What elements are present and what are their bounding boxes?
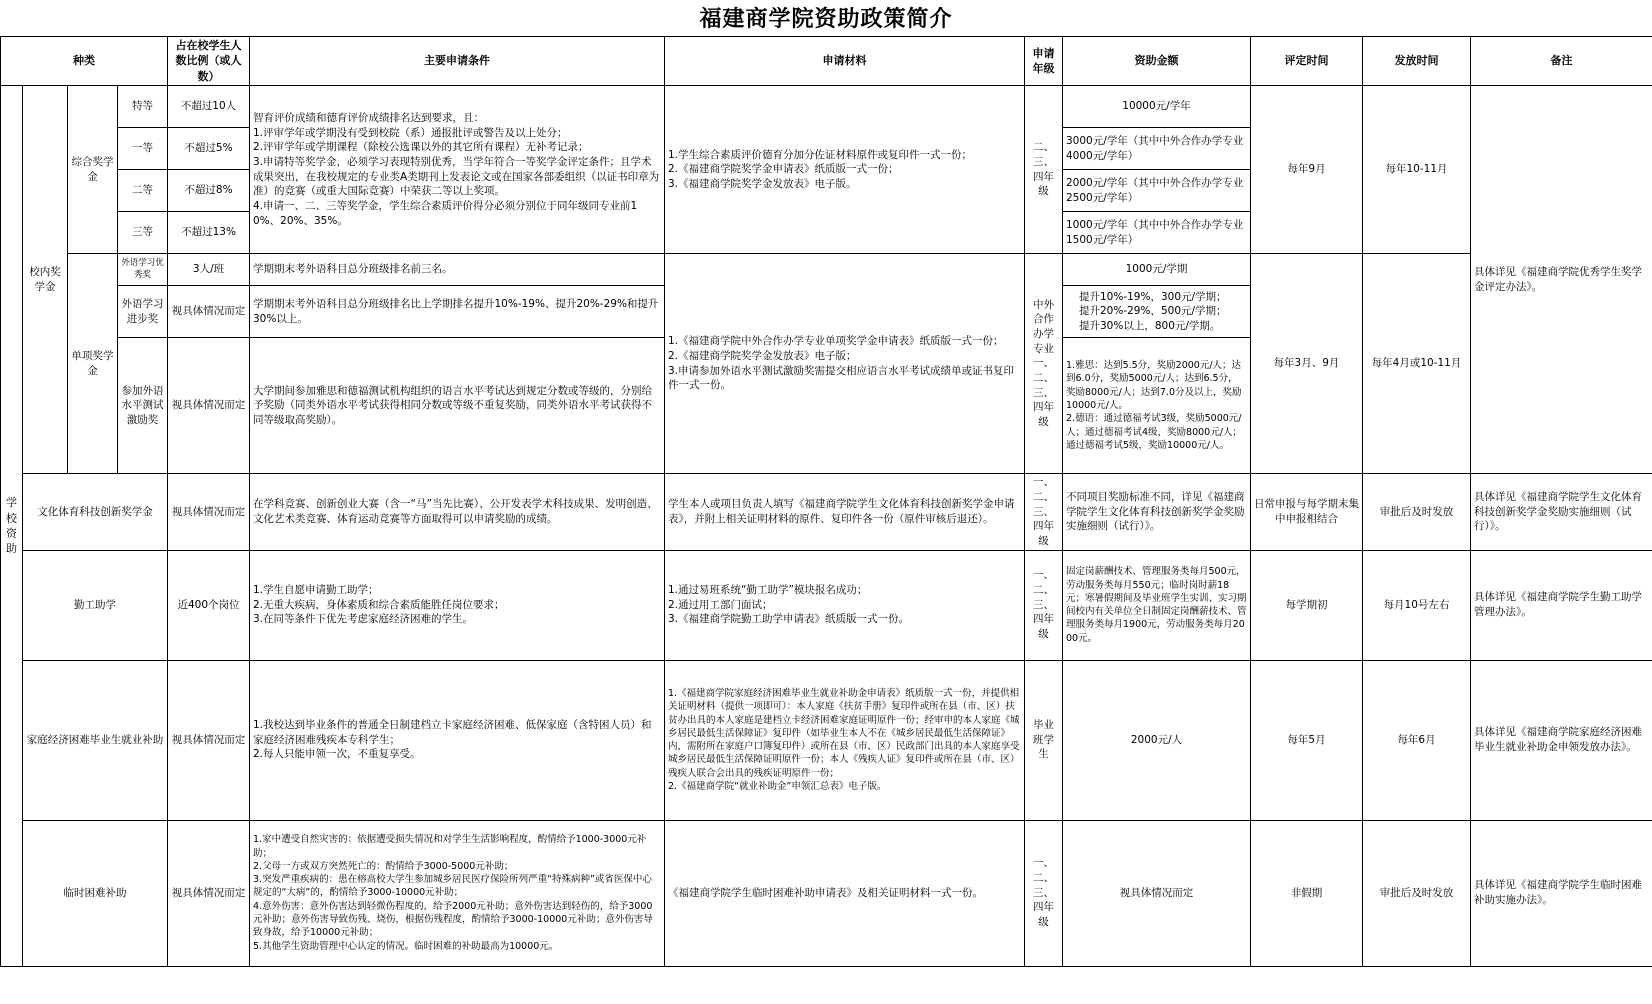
row-materials bbox=[665, 474, 1025, 550]
table-row bbox=[1, 474, 1652, 550]
row-pay-time: 每年6月 bbox=[1363, 660, 1471, 820]
header-conditions: 主要申请条件 bbox=[250, 37, 665, 86]
condition-line: 2.父母一方或双方突然死亡的：酌情给予3000-5000元补助； bbox=[253, 860, 514, 872]
condition-line: 5.其他学生资助管理中心认定的情况。临时困难的补助最高为10000元。 bbox=[253, 940, 559, 952]
row-conditions bbox=[250, 820, 665, 966]
row-ratio: 视具体情况而定 bbox=[168, 660, 250, 820]
condition-line: 3.突发严重疾病的：患在榕高校大学生参加城乡居民医疗保险所列严重“特殊病种”或省医保中心规定的“大病”的，酌情给予3000-10000元补助； bbox=[253, 874, 652, 899]
row-kind: 家庭经济困难毕业生就业补助 bbox=[23, 660, 168, 820]
single-item-amount: 1000元/学期 bbox=[1063, 254, 1251, 286]
row-conditions bbox=[250, 550, 665, 660]
comprehensive-grade: 二、三、四年级 bbox=[1025, 86, 1063, 254]
level-name: 三等 bbox=[118, 212, 168, 254]
condition-line: 3.在同等条件下优先考虑家庭经济困难的学生。 bbox=[253, 613, 474, 626]
material-line: 1.《福建商学院中外合作办学专业单项奖学金申请表》纸质版一式一份； bbox=[668, 335, 1004, 348]
row-ratio: 视具体情况而定 bbox=[168, 820, 250, 966]
level-amount: 2000元/学年（其中中外合作办学专业2500元/学年） bbox=[1063, 170, 1251, 212]
header-notes: 备注 bbox=[1471, 37, 1652, 86]
condition-line: 2.无重大疾病，身体素质和综合素质能胜任岗位要求； bbox=[253, 598, 505, 611]
single-item-amount bbox=[1063, 338, 1251, 474]
amount-line: 提升10%-19%，300元/学期； bbox=[1079, 290, 1227, 303]
condition-line: 在学科竞赛、创新创业大赛（含一“马”当先比赛）、公开发表学术科技成果、发明创造、文化艺术类竞赛、体育运动竞赛等方面取得可以申请奖励的成绩。 bbox=[253, 498, 658, 525]
comprehensive-conditions bbox=[250, 86, 665, 254]
school-aid-text: 学校资助 bbox=[6, 496, 17, 556]
row-kind: 临时困难补助 bbox=[23, 820, 168, 966]
table-row bbox=[1, 550, 1652, 660]
row-pay-time: 审批后及时发放 bbox=[1363, 820, 1471, 966]
row-eval-time: 非假期 bbox=[1251, 820, 1363, 966]
single-item-amount bbox=[1063, 286, 1251, 338]
single-item-condition: 大学期间参加雅思和德福测试机构组织的语言水平考试达到规定分数或等级的，分别给予奖励（同类外语水平考试获得相同分数或等级不重复奖励，同类外语水平考试获得不同等级取高奖励）。 bbox=[250, 338, 665, 474]
row-eval-time: 每年5月 bbox=[1251, 660, 1363, 820]
single-item-name: 参加外语水平测试激励奖 bbox=[118, 338, 168, 474]
row-grade: 一、二、三、四年级 bbox=[1025, 474, 1063, 550]
row-grade: 毕业班学生 bbox=[1025, 660, 1063, 820]
single-pay-time: 每年4月或10-11月 bbox=[1363, 254, 1471, 474]
material-line: 3.《福建商学院勤工助学申请表》纸质版一式一份。 bbox=[668, 613, 910, 626]
material-line: 2.《福建商学院奖学金发放表》电子版； bbox=[668, 349, 857, 362]
row-eval-time: 每学期初 bbox=[1251, 550, 1363, 660]
level-amount: 10000元/学年 bbox=[1063, 86, 1251, 128]
table-row bbox=[1, 660, 1652, 820]
row-pay-time: 审批后及时发放 bbox=[1363, 474, 1471, 550]
header-kind: 种类 bbox=[1, 37, 168, 86]
level-amount: 3000元/学年（其中中外合作办学专业4000元/学年） bbox=[1063, 128, 1251, 170]
row-notes: 具体详见《福建商学院学生勤工助学管理办法》。 bbox=[1471, 550, 1652, 660]
material-line: 2.通过用工部门面试； bbox=[668, 598, 773, 611]
row-amount: 不同项目奖励标准不同，详见《福建商学院学生文化体育科技创新奖学金奖励实施细则（试行）》。 bbox=[1063, 474, 1251, 550]
single-item-ratio: 3人/班 bbox=[168, 254, 250, 286]
level-ratio: 不超过8% bbox=[168, 170, 250, 212]
amount-line: 提升30%以上，800元/学期。 bbox=[1079, 320, 1221, 333]
row-notes: 具体详见《福建商学院家庭经济困难毕业生就业补助金申领发放办法》。 bbox=[1471, 660, 1652, 820]
amount-line: 1.雅思：达到5.5分，奖励2000元/人；达到6.0分，奖励5000元/人；达到6.5分，奖励8000元/人；达到7.0分及以上，奖励10000元/人。 bbox=[1066, 360, 1242, 412]
row-conditions bbox=[250, 474, 665, 550]
condition-line: 1.评审学年或学期没有受到校院（系）通报批评或警告及以上处分； bbox=[253, 126, 568, 139]
table-row bbox=[1, 820, 1652, 966]
header-eval-time: 评定时间 bbox=[1251, 37, 1363, 86]
material-line: 3.《福建商学院奖学金发放表》电子版。 bbox=[668, 178, 857, 191]
policy-table bbox=[0, 36, 1652, 967]
comprehensive-pay-time: 每年10-11月 bbox=[1363, 86, 1471, 254]
campus-scholarship-label: 校内奖学金 bbox=[23, 86, 68, 474]
material-line: 2.《福建商学院“就业补助金”申领汇总表》电子版。 bbox=[668, 781, 887, 792]
table-row bbox=[1, 86, 1652, 128]
single-item-ratio: 视具体情况而定 bbox=[168, 286, 250, 338]
amount-line: 2.德语：通过德福考试3级，奖励5000元/人；通过德福考试4级，奖励8000元/人；通过德福考试5级，奖励10000元/人。 bbox=[1066, 413, 1242, 451]
row-amount: 固定岗薪酬技术、管理服务类每月500元，劳动服务类每月550元；临时岗时薪18元；寒暑假期间及毕业班学生实训、实习期间校内有关单位全日制固定岗酬薪技术、管理服务类每月1900元，劳动服务类每月2000元。 bbox=[1063, 550, 1251, 660]
condition-line: 2.每人只能申领一次，不重复享受。 bbox=[253, 748, 421, 761]
material-line: 1.通过易班系统“勤工助学”模块报名成功； bbox=[668, 584, 868, 597]
amount-line: 提升20%-29%，500元/学期； bbox=[1079, 305, 1227, 318]
row-grade: 一、二、三、四年级 bbox=[1025, 550, 1063, 660]
header-ratio: 占在校学生人数比例（或人数） bbox=[168, 37, 250, 86]
level-name: 特等 bbox=[118, 86, 168, 128]
row-kind: 文化体育科技创新奖学金 bbox=[23, 474, 168, 550]
single-item-name: 外语学习进步奖 bbox=[118, 286, 168, 338]
level-ratio: 不超过13% bbox=[168, 212, 250, 254]
single-item-condition: 学期期末考外语科目总分班级排名前三名。 bbox=[250, 254, 665, 286]
single-grade: 中外合作办学专业一、二、三、四年级 bbox=[1025, 254, 1063, 474]
condition-line: 1.学生自愿申请勤工助学； bbox=[253, 584, 379, 597]
row-conditions bbox=[250, 660, 665, 820]
material-line: 1.学生综合素质评价德育分加分佐证材料原件或复印件一式一份； bbox=[668, 148, 973, 161]
row-notes: 具体详见《福建商学院学生文化体育科技创新奖学金奖励实施细则（试行）》。 bbox=[1471, 474, 1652, 550]
material-line: 学生本人或项目负责人填写《福建商学院学生文化体育科技创新奖学金申请表》，并附上相关证明材料的原件、复印件各一份（原件审核后退还）。 bbox=[668, 498, 1015, 525]
level-name: 一等 bbox=[118, 128, 168, 170]
single-item-condition: 学期期末考外语科目总分班级排名比上学期排名提升10%-19%、提升20%-29%和提升30%以上。 bbox=[250, 286, 665, 338]
condition-line: 1.我校达到毕业条件的普通全日制建档立卡家庭经济困难、低保家庭（含特困人员）和家庭经济困难残疾本专科学生； bbox=[253, 719, 652, 746]
row-pay-time: 每月10号左右 bbox=[1363, 550, 1471, 660]
row-amount: 视具体情况而定 bbox=[1063, 820, 1251, 966]
row-materials bbox=[665, 820, 1025, 966]
condition-line: 4.意外伤害：意外伤害达到轻微伤程度的，给予2000元补助；意外伤害达到轻伤的，给予3000元补助；意外伤害导致伤残、烧伤，根据伤残程度，酌情给予3000-10000元补助；意外伤害导致身故，给予10000元补助； bbox=[253, 900, 653, 939]
comprehensive-materials bbox=[665, 86, 1025, 254]
level-ratio: 不超过10人 bbox=[168, 86, 250, 128]
header-row bbox=[1, 37, 1652, 86]
row-amount: 2000元/人 bbox=[1063, 660, 1251, 820]
condition-line: 智育评价成绩和德育评价成绩排名达到要求，且： bbox=[253, 111, 484, 124]
material-line: 2.《福建商学院奖学金申请表》纸质版一式一份； bbox=[668, 163, 899, 176]
single-materials bbox=[665, 254, 1025, 474]
condition-line: 2.评审学年或学期课程（除校公选课以外的其它所有课程）无补考记录； bbox=[253, 141, 589, 154]
condition-line: 3.申请特等奖学金，必须学习表现特别优秀，当学年符合一等奖学金评定条件；且学术成果突出，在我校规定的专业类A类期刊上发表论文或在国家各部委组织（以证书印章为准）的竞赛（或重大国际竞赛）中荣获二等以上奖项。 bbox=[253, 155, 660, 198]
header-materials: 申请材料 bbox=[665, 37, 1025, 86]
level-name: 二等 bbox=[118, 170, 168, 212]
row-materials bbox=[665, 550, 1025, 660]
header-pay-time: 发放时间 bbox=[1363, 37, 1471, 86]
page-title: 福建商学院资助政策简介 bbox=[699, 6, 953, 32]
row-materials bbox=[665, 660, 1025, 820]
header-amount: 资助金额 bbox=[1063, 37, 1251, 86]
single-label: 单项奖学金 bbox=[68, 254, 118, 474]
single-item-name: 外语学习优秀奖 bbox=[118, 254, 168, 286]
material-line: 3.申请参加外语水平测试激励奖需提交相应语言水平考试成绩单或证书复印件一式一份。 bbox=[668, 364, 1015, 392]
level-ratio: 不超过5% bbox=[168, 128, 250, 170]
row-ratio: 视具体情况而定 bbox=[168, 474, 250, 550]
header-grade: 申请年级 bbox=[1025, 37, 1063, 86]
campus-scholarship-notes: 具体详见《福建商学院优秀学生奖学金评定办法》。 bbox=[1471, 86, 1652, 474]
row-notes: 具体详见《福建商学院学生临时困难补助实施办法》。 bbox=[1471, 820, 1652, 966]
table-row bbox=[1, 254, 1652, 286]
condition-line: 1.家中遭受自然灾害的：依据遭受损失情况和对学生生活影响程度，酌情给予1000-3000元补助； bbox=[253, 834, 647, 859]
row-grade: 一、二、三、四年级 bbox=[1025, 820, 1063, 966]
material-line: 1.《福建商学院家庭经济困难毕业生就业补助金申请表》纸质版一式一份，并提供相关证明材料（提供一项即可）：本人家庭《扶贫手册》复印件或所在县（市、区）扶贫办出具的本人家庭是建档立卡经济困难家庭证明原件一份；经审申的本人家庭《城乡居民最低生活保障证》复印件（如毕业生本人不在《城乡居民最低生活保障证》内，需附所在家庭户口簿复印件）或所在县（市、区）民政部门出具的本人家庭享受城乡居民最低生活保障证明原件一份；本人《残疾人证》复印件或所在县（市、区）残疾人联合会出具的残疾证明原件一份； bbox=[668, 687, 1020, 779]
single-eval-time: 每年3月、9月 bbox=[1251, 254, 1363, 474]
row-ratio: 近400个岗位 bbox=[168, 550, 250, 660]
row-kind: 勤工助学 bbox=[23, 550, 168, 660]
material-line: 《福建商学院学生临时困难补助申请表》及相关证明材料一式一份。 bbox=[668, 886, 983, 899]
comprehensive-eval-time: 每年9月 bbox=[1251, 86, 1363, 254]
row-eval-time: 日常申报与每学期末集中申报相结合 bbox=[1251, 474, 1363, 550]
comprehensive-label: 综合奖学金 bbox=[68, 86, 118, 254]
level-amount: 1000元/学年（其中中外合作办学专业1500元/学年） bbox=[1063, 212, 1251, 254]
single-item-ratio: 视具体情况而定 bbox=[168, 338, 250, 474]
condition-line: 4.申请一、二、三等奖学金，学生综合素质评价得分必须分别位于同年级同专业前10%、20%、35%。 bbox=[253, 200, 638, 227]
school-aid-label bbox=[1, 86, 23, 966]
